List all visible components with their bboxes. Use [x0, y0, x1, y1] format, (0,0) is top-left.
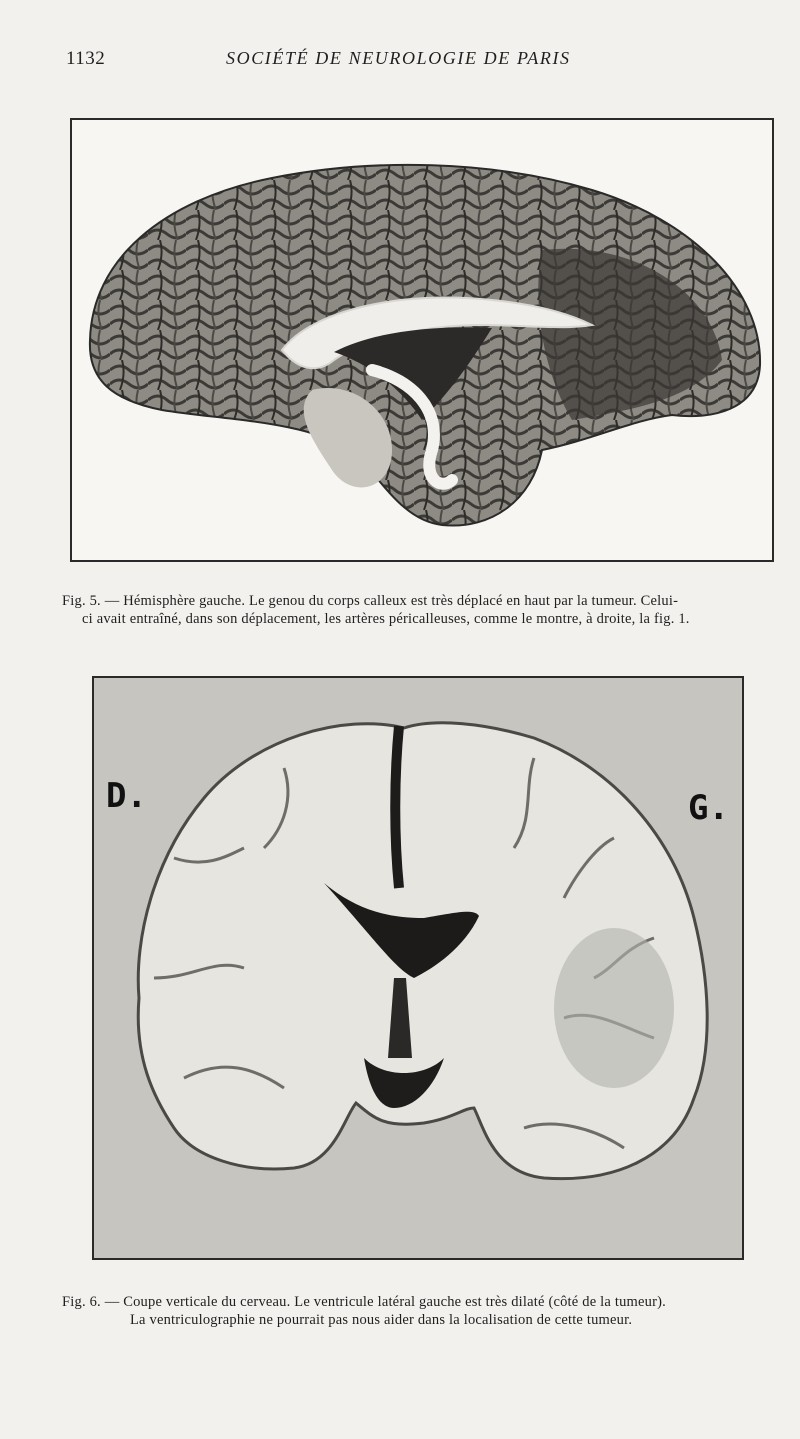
caption-line: Fig. 5. — Hémisphère gauche. Le genou du corps calleux est très déplacé en haut par la tumeur. Celui-: [62, 593, 679, 609]
figure-5-caption: [62, 592, 780, 628]
page-number: 1132: [66, 48, 106, 69]
coronal-section-illustration: [94, 678, 742, 1258]
running-head: [66, 48, 746, 72]
caption-line: ci avait entraîné, dans son déplacement, les artères péricalleuses, comme le montre, à droite, la fig. 1.: [82, 611, 690, 627]
journal-title: SOCIÉTÉ DE NEUROLOGIE DE PARIS: [226, 48, 571, 68]
label-droite: D.: [106, 776, 147, 816]
caption-line: Fig. 6. — Coupe verticale du cerveau. Le ventricule latéral gauche est très dilaté (côté de la tumeur).: [62, 1294, 666, 1310]
hemisphere-illustration: [72, 120, 772, 560]
figure-6-photo: [92, 676, 744, 1260]
figure-6-caption: [62, 1293, 780, 1329]
label-gauche: G.: [688, 788, 729, 828]
tumor-region: [554, 928, 674, 1088]
figure-5-photo: [70, 118, 774, 562]
caption-line: La ventriculographie ne pourrait pas nous aider dans la localisation de cette tumeur.: [130, 1312, 633, 1328]
longitudinal-fissure: [395, 726, 399, 888]
